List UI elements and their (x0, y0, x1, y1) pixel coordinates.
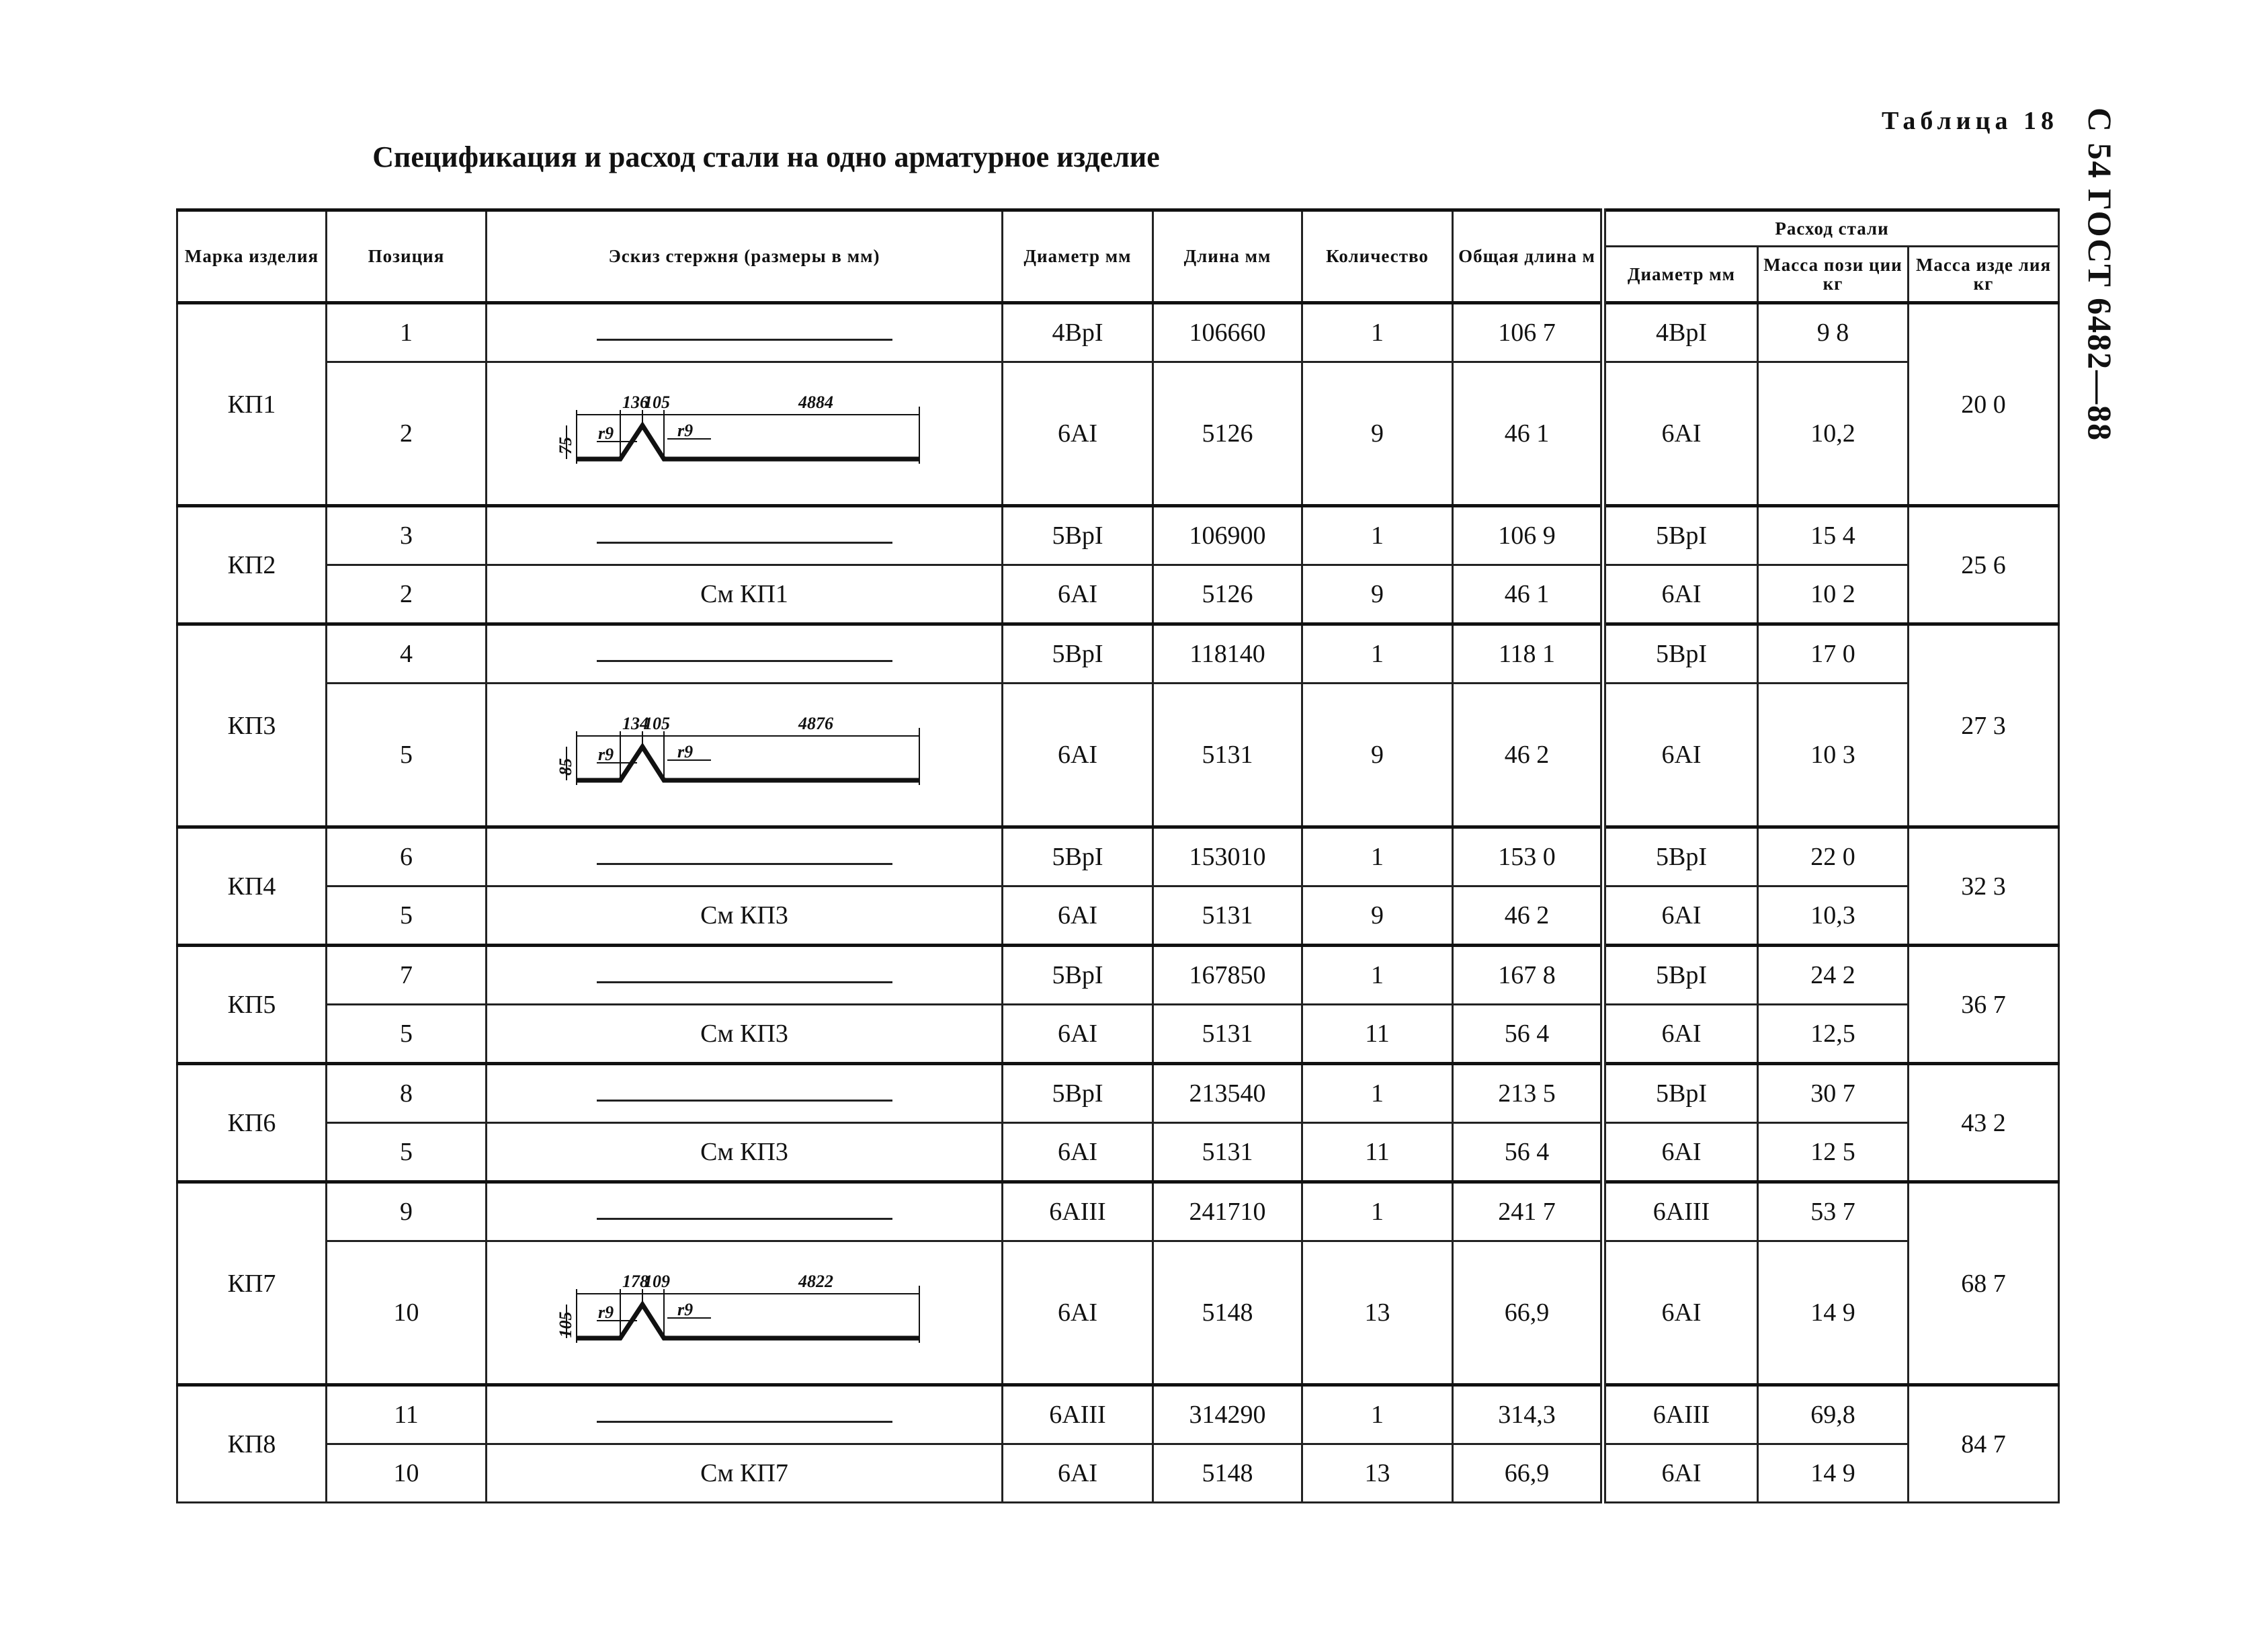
length-cell: 5148 (1153, 1241, 1302, 1385)
steel-diameter-cell: 6АI (1603, 1444, 1758, 1503)
position-mass-cell: 53 7 (1758, 1182, 1909, 1241)
diameter-cell: 6АI (1003, 1444, 1153, 1503)
dimension-height: 75 (556, 437, 575, 454)
position-mass-cell: 30 7 (1758, 1064, 1909, 1123)
position-mass-cell: 9 8 (1758, 303, 1909, 362)
length-cell: 5148 (1153, 1444, 1302, 1503)
total-length-cell: 167 8 (1453, 946, 1603, 1005)
position-cell: 2 (327, 565, 487, 624)
table-row (177, 684, 2059, 827)
product-mark: КП8 (177, 1385, 327, 1503)
steel-diameter-cell: 6АI (1603, 886, 1758, 946)
side-note (2073, 108, 2127, 544)
position-mass-cell: 14 9 (1758, 1444, 1909, 1503)
dimension-a: 134 (622, 714, 648, 733)
straight-bar-sketch (597, 1100, 892, 1102)
total-length-cell: 106 7 (1453, 303, 1603, 362)
table-row (177, 1123, 2059, 1182)
steel-diameter-cell: 6АI (1603, 1241, 1758, 1385)
sketch-reference: См КП7 (700, 1459, 788, 1487)
product-mark: КП2 (177, 506, 327, 624)
sketch-reference: См КП1 (700, 580, 788, 608)
total-length-cell: 118 1 (1453, 624, 1603, 684)
diameter-cell: 6АIII (1003, 1182, 1153, 1241)
table-header (177, 210, 2059, 303)
steel-diameter-cell: 5ВрI (1603, 827, 1758, 886)
table-row (177, 886, 2059, 946)
radius-label: r9 (597, 423, 614, 443)
length-cell: 241710 (1153, 1182, 1302, 1241)
sketch-cell (487, 1005, 1003, 1064)
sketch-cell (487, 946, 1003, 1005)
steel-diameter-cell: 6АIII (1603, 1385, 1758, 1444)
header-sketch: Эскиз стержня (размеры в мм) (487, 210, 1003, 303)
table-row (177, 362, 2059, 506)
steel-diameter-cell: 5ВрI (1603, 1064, 1758, 1123)
bent-bar-sketch (556, 380, 933, 481)
sketch-cell (487, 1182, 1003, 1241)
product-mass: 25 6 (1909, 506, 2059, 624)
quantity-cell: 1 (1302, 1385, 1453, 1444)
quantity-cell: 1 (1302, 1182, 1453, 1241)
position-cell: 10 (327, 1241, 487, 1385)
quantity-cell: 13 (1302, 1241, 1453, 1385)
position-cell: 9 (327, 1182, 487, 1241)
straight-bar-sketch (597, 863, 892, 865)
product-mark: КП6 (177, 1064, 327, 1182)
steel-diameter-cell: 5ВрI (1603, 946, 1758, 1005)
diameter-cell: 6АIII (1003, 1385, 1153, 1444)
sketch-cell (487, 1385, 1003, 1444)
product-mass: 36 7 (1909, 946, 2059, 1064)
table-row (177, 624, 2059, 684)
length-cell: 5131 (1153, 886, 1302, 946)
table-row (177, 303, 2059, 362)
sketch-cell (487, 886, 1003, 946)
position-mass-cell: 69,8 (1758, 1385, 1909, 1444)
quantity-cell: 1 (1302, 624, 1453, 684)
straight-bar-sketch (597, 981, 892, 983)
table-row (177, 1241, 2059, 1385)
length-cell: 314290 (1153, 1385, 1302, 1444)
quantity-cell: 1 (1302, 506, 1453, 565)
header-total-length: Общая длина м (1453, 210, 1603, 303)
diameter-cell: 5ВрI (1003, 624, 1153, 684)
straight-bar-sketch (597, 339, 892, 341)
position-mass-cell: 24 2 (1758, 946, 1909, 1005)
header-length: Длина мм (1153, 210, 1302, 303)
dimension-height: 105 (556, 1311, 575, 1338)
total-length-cell: 46 2 (1453, 684, 1603, 827)
bent-bar-sketch (556, 1259, 933, 1360)
dimension-a: 178 (622, 1272, 648, 1291)
diameter-cell: 6АI (1003, 565, 1153, 624)
length-cell: 5126 (1153, 565, 1302, 624)
sketch-reference: См КП3 (700, 1138, 788, 1166)
total-length-cell: 213 5 (1453, 1064, 1603, 1123)
product-mass: 20 0 (1909, 303, 2059, 506)
header-steel-diameter: Диаметр мм (1603, 247, 1758, 303)
total-length-cell: 46 1 (1453, 565, 1603, 624)
table-row (177, 946, 2059, 1005)
dimension-c: 4822 (798, 1272, 833, 1291)
position-cell: 5 (327, 886, 487, 946)
quantity-cell: 13 (1302, 1444, 1453, 1503)
header-position: Позиция (327, 210, 487, 303)
length-cell: 5131 (1153, 684, 1302, 827)
total-length-cell: 153 0 (1453, 827, 1603, 886)
table-row (177, 506, 2059, 565)
diameter-cell: 6АI (1003, 684, 1153, 827)
position-cell: 5 (327, 1123, 487, 1182)
specification-table (176, 208, 2060, 1503)
sketch-cell (487, 1064, 1003, 1123)
table-row (177, 1005, 2059, 1064)
table-row (177, 565, 2059, 624)
position-mass-cell: 12,5 (1758, 1005, 1909, 1064)
total-length-cell: 66,9 (1453, 1241, 1603, 1385)
quantity-cell: 1 (1302, 303, 1453, 362)
table-row (177, 1182, 2059, 1241)
position-mass-cell: 15 4 (1758, 506, 1909, 565)
quantity-cell: 9 (1302, 362, 1453, 506)
steel-diameter-cell: 6АI (1603, 362, 1758, 506)
position-cell: 6 (327, 827, 487, 886)
sketch-cell (487, 1123, 1003, 1182)
length-cell: 118140 (1153, 624, 1302, 684)
dimension-b: 109 (643, 1272, 670, 1291)
length-cell: 5131 (1153, 1123, 1302, 1182)
sketch-cell (487, 684, 1003, 827)
position-mass-cell: 17 0 (1758, 624, 1909, 684)
position-mass-cell: 10 2 (1758, 565, 1909, 624)
sketch-cell (487, 624, 1003, 684)
quantity-cell: 9 (1302, 565, 1453, 624)
dimension-a: 136 (622, 393, 648, 412)
steel-diameter-cell: 5ВрI (1603, 506, 1758, 565)
radius-label: r9 (597, 745, 614, 764)
sketch-cell (487, 303, 1003, 362)
dimension-c: 4876 (798, 714, 833, 733)
position-cell: 10 (327, 1444, 487, 1503)
diameter-cell: 6АI (1003, 1241, 1153, 1385)
diameter-cell: 6АI (1003, 362, 1153, 506)
straight-bar-sketch (597, 1218, 892, 1220)
table-row (177, 827, 2059, 886)
header-steel-consumption: Расход стали (1603, 210, 2059, 247)
position-cell: 7 (327, 946, 487, 1005)
quantity-cell: 11 (1302, 1123, 1453, 1182)
sketch-reference: См КП3 (700, 901, 788, 930)
radius-label: r9 (677, 421, 693, 440)
total-length-cell: 241 7 (1453, 1182, 1603, 1241)
product-mass: 43 2 (1909, 1064, 2059, 1182)
sketch-cell (487, 1241, 1003, 1385)
sketch-cell (487, 827, 1003, 886)
product-mass: 27 3 (1909, 624, 2059, 827)
steel-diameter-cell: 4ВрI (1603, 303, 1758, 362)
diameter-cell: 6АI (1003, 1005, 1153, 1064)
position-mass-cell: 14 9 (1758, 1241, 1909, 1385)
quantity-cell: 9 (1302, 886, 1453, 946)
position-mass-cell: 10,2 (1758, 362, 1909, 506)
total-length-cell: 106 9 (1453, 506, 1603, 565)
sketch-cell (487, 565, 1003, 624)
bent-bar-sketch (556, 701, 933, 802)
product-mark: КП5 (177, 946, 327, 1064)
position-cell: 5 (327, 1005, 487, 1064)
straight-bar-sketch (597, 1421, 892, 1423)
position-cell: 4 (327, 624, 487, 684)
total-length-cell: 56 4 (1453, 1005, 1603, 1064)
position-cell: 2 (327, 362, 487, 506)
diameter-cell: 5ВрI (1003, 827, 1153, 886)
radius-label: r9 (597, 1303, 614, 1322)
length-cell: 153010 (1153, 827, 1302, 886)
total-length-cell: 46 1 (1453, 362, 1603, 506)
table-row (177, 1385, 2059, 1444)
position-mass-cell: 10,3 (1758, 886, 1909, 946)
table-body (177, 303, 2059, 1503)
position-cell: 8 (327, 1064, 487, 1123)
position-cell: 11 (327, 1385, 487, 1444)
quantity-cell: 9 (1302, 684, 1453, 827)
quantity-cell: 1 (1302, 1064, 1453, 1123)
length-cell: 106660 (1153, 303, 1302, 362)
steel-diameter-cell: 6АI (1603, 565, 1758, 624)
steel-diameter-cell: 5ВрI (1603, 624, 1758, 684)
header-quantity: Количество (1302, 210, 1453, 303)
length-cell: 213540 (1153, 1064, 1302, 1123)
header-diameter: Диаметр мм (1003, 210, 1153, 303)
diameter-cell: 5ВрI (1003, 946, 1153, 1005)
diameter-cell: 4ВрI (1003, 303, 1153, 362)
dimension-c: 4884 (798, 393, 833, 412)
steel-diameter-cell: 6АI (1603, 1123, 1758, 1182)
dimension-b: 105 (643, 714, 670, 733)
diameter-cell: 5ВрI (1003, 506, 1153, 565)
sketch-cell (487, 1444, 1003, 1503)
straight-bar-sketch (597, 660, 892, 662)
product-mark: КП1 (177, 303, 327, 506)
quantity-cell: 11 (1302, 1005, 1453, 1064)
diameter-cell: 6АI (1003, 886, 1153, 946)
dimension-height: 85 (556, 758, 575, 776)
length-cell: 5131 (1153, 1005, 1302, 1064)
table-row (177, 1444, 2059, 1503)
steel-diameter-cell: 6АI (1603, 684, 1758, 827)
table-label: Таблица 18 (1882, 107, 2059, 135)
position-cell: 1 (327, 303, 487, 362)
product-mark: КП4 (177, 827, 327, 946)
quantity-cell: 1 (1302, 946, 1453, 1005)
total-length-cell: 314,3 (1453, 1385, 1603, 1444)
side-note-text: С 54 ГОСТ 6482—88 (2081, 108, 2119, 442)
header-mark: Марка изделия (177, 210, 327, 303)
product-mass: 84 7 (1909, 1385, 2059, 1503)
product-mark: КП3 (177, 624, 327, 827)
steel-diameter-cell: 6АI (1603, 1005, 1758, 1064)
position-mass-cell: 22 0 (1758, 827, 1909, 886)
dimension-b: 105 (643, 393, 670, 412)
quantity-cell: 1 (1302, 827, 1453, 886)
position-mass-cell: 10 3 (1758, 684, 1909, 827)
diameter-cell: 6АI (1003, 1123, 1153, 1182)
radius-label: r9 (677, 742, 693, 761)
position-cell: 3 (327, 506, 487, 565)
position-cell: 5 (327, 684, 487, 827)
diameter-cell: 5ВрI (1003, 1064, 1153, 1123)
product-mass: 68 7 (1909, 1182, 2059, 1385)
steel-diameter-cell: 6АIII (1603, 1182, 1758, 1241)
product-mark: КП7 (177, 1182, 327, 1385)
total-length-cell: 56 4 (1453, 1123, 1603, 1182)
radius-label: r9 (677, 1300, 693, 1319)
product-mass: 32 3 (1909, 827, 2059, 946)
table-row (177, 1064, 2059, 1123)
length-cell: 5126 (1153, 362, 1302, 506)
straight-bar-sketch (597, 542, 892, 544)
header-position-mass: Масса пози ции кг (1758, 247, 1909, 303)
total-length-cell: 66,9 (1453, 1444, 1603, 1503)
sketch-cell (487, 506, 1003, 565)
sketch-cell (487, 362, 1003, 506)
document-title: Спецификация и расход стали на одно арматурное изделие (372, 140, 1160, 173)
length-cell: 106900 (1153, 506, 1302, 565)
position-mass-cell: 12 5 (1758, 1123, 1909, 1182)
total-length-cell: 46 2 (1453, 886, 1603, 946)
header-product-mass: Масса изде лия кг (1909, 247, 2059, 303)
sketch-reference: См КП3 (700, 1020, 788, 1048)
length-cell: 167850 (1153, 946, 1302, 1005)
